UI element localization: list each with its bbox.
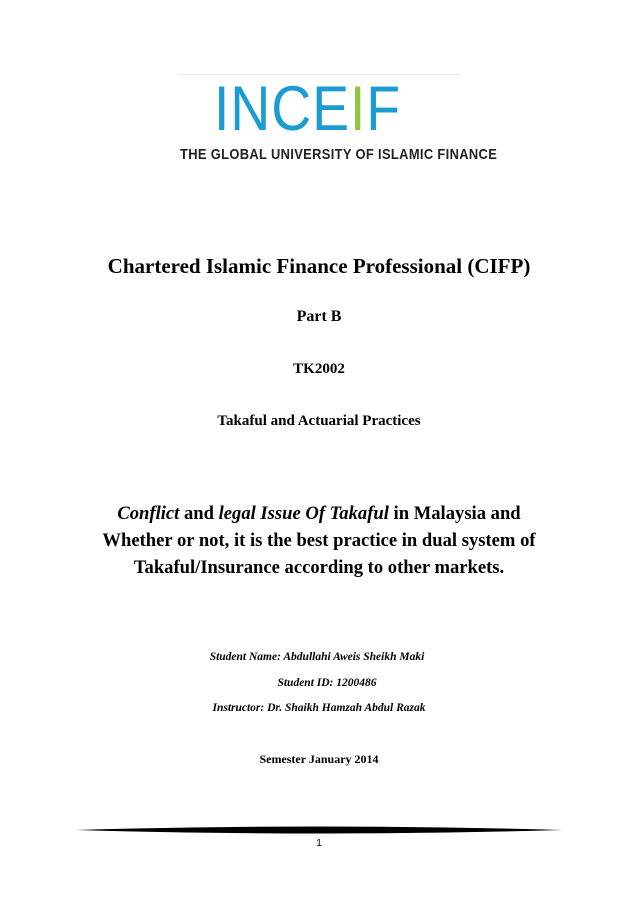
topic-plain-and: and xyxy=(179,503,219,524)
topic-line-1 xyxy=(0,500,638,527)
student-name: Student Name: Abdullahi Aweis Sheikh Maki xyxy=(209,651,425,663)
topic-italic-legal-issue: legal Issue Of Takaful xyxy=(218,503,389,524)
page-number: 1 xyxy=(316,838,322,849)
document-title: Chartered Islamic Finance Professional (CIFP) xyxy=(107,254,531,278)
student-id: Student ID: 1200486 xyxy=(277,677,377,689)
topic-italic-conflict: Conflict xyxy=(117,503,180,524)
logo-tagline: THE GLOBAL UNIVERSITY OF ISLAMIC FINANCE xyxy=(180,146,498,163)
course-code: TK2002 xyxy=(293,361,345,377)
topic-plain-malaysia: in Malaysia and xyxy=(388,503,521,524)
topic-line-3: Takaful/Insurance according to other markets. xyxy=(133,557,505,578)
assignment-topic xyxy=(0,500,638,581)
semester: Semester January 2014 xyxy=(259,752,379,766)
instructor: Instructor: Dr. Shaikh Hamzah Abdul Razak xyxy=(212,702,426,714)
course-name: Takaful and Actuarial Practices xyxy=(217,413,421,429)
part-label: Part B xyxy=(296,308,342,325)
logo-word-part2: F xyxy=(366,74,402,144)
inceif-logo xyxy=(178,74,498,166)
logo-wordmark xyxy=(214,76,401,142)
logo-word-part1: INCE xyxy=(214,74,350,144)
topic-line-2: Whether or not, it is the best practice in dual system of xyxy=(102,530,536,551)
logo-word-highlight: I xyxy=(349,74,367,144)
footer-divider xyxy=(76,824,562,836)
